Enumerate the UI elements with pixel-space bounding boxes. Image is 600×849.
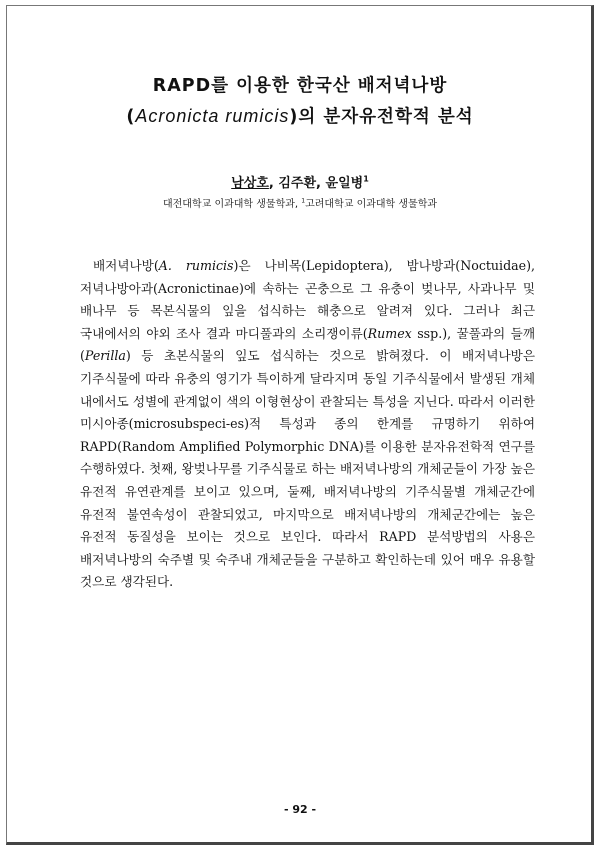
author-sep: , [316, 176, 326, 191]
author-sep: , [268, 176, 279, 191]
affiliation-second: 고려대학교 이과대학 생물학과 [305, 199, 438, 210]
paper-title-line1: RAPD를 이용한 한국산 배저녁나방 [152, 76, 448, 96]
abstract-text: ssp.), 꿀풀과의 들깨( [80, 325, 536, 364]
paper-title-line2 [0, 103, 600, 128]
abstract [80, 255, 535, 594]
abstract-text: )은 나비목(Lepidoptera), 밤나방과(Noctuidae), 저녁나방아과(Acronictinae)에 속하는 곤충으로 그 유충이 벚나무, 사과나무 및 배나무 등 목본식물의 잎을 섭식하는 해충으로 알려져 있다. 그러나 최근 국내에서의 야외 조사 결과 마디풀과의 소리쟁이류( [80, 258, 536, 341]
author-mark: 1 [363, 174, 369, 184]
abstract-text: ) 등 초본식물의 잎도 섭식하는 것으로 밝혀졌다. 이 배저녁나방은 기주식물에 따라 유충의 영기가 특이하게 달라지며 동일 기주식물에서 발생된 개체 내에서도 성별에 관계없이 색의 이형현상이 관찰되는 특성을 지닌다. 따라서 이러한 미시아종(microsubspeci-es)적 특성과 종의 한계를 규명하기 위하여 RAPD(Random Amplified Polymorphic DNA)를 이용한 분자유전학적 연구를 수행하였다. 첫째, 왕벚나무를 기주식물로 하는 배저녁나방의 개체군들이 가장 높은 유전적 유연관계를 보이고 있으며, 둘째, 배저녁나방의 기주식물별 개체군간에 유전적 불연속성이 관찰되었고, 마지막으로 배저녁나방의 개체군간에는 높은 유전적 동질성을 보이는 것으로 보인다. 따라서 RAPD 분석방법의 사용은 배저녁나방의 숙주별 및 숙주내 개체군들을 구분하고 확인하는데 있어 매우 유용할 것으로 생각된다. [80, 348, 535, 590]
affiliation-first: 대전대학교 이과대학 생물학과, [162, 199, 302, 210]
abstract-text: 배저녁나방( [93, 258, 159, 273]
author-second: 김주환 [278, 176, 317, 191]
affiliation [0, 195, 600, 210]
author-first: 남상호 [231, 176, 269, 191]
abstract-genus-perilla: Perilla [84, 348, 126, 364]
title-open-paren: ( [126, 107, 136, 127]
abstract-genus-rumex: Rumex [367, 325, 412, 341]
abstract-species: A. rumicis [158, 258, 234, 273]
author-third: 윤일병 [325, 176, 364, 191]
abstract-paragraph [80, 255, 535, 594]
page-number: - 92 - [283, 803, 317, 816]
title-rest: )의 분자유전학적 분석 [289, 107, 474, 127]
authors [0, 172, 600, 191]
species-name: Acronicta rumicis [135, 106, 290, 126]
affiliation-mark: 1 [301, 197, 306, 205]
